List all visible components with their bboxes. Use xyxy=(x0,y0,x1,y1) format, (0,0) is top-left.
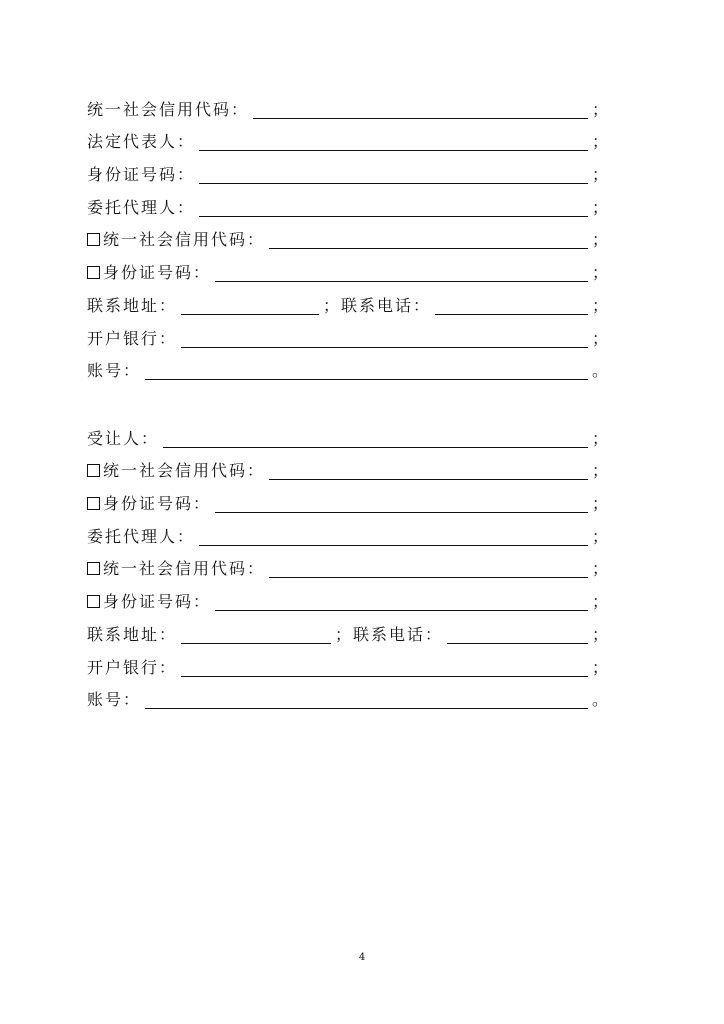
agent-label: 委托代理人： xyxy=(87,526,196,546)
agent-credit-code-option xyxy=(87,556,265,584)
page-number: 4 xyxy=(358,952,366,963)
account-field[interactable] xyxy=(145,357,588,380)
legal-rep-label: 法定代表人： xyxy=(87,132,196,152)
transferor-section xyxy=(87,92,609,386)
semicolon: ； xyxy=(592,99,609,119)
id-number-row xyxy=(87,157,609,190)
address-field[interactable] xyxy=(181,292,319,315)
agent-id-number-label: 身份证号码： xyxy=(103,592,212,612)
agent-credit-code-label: 统一社会信用代码： xyxy=(103,230,266,250)
period: 。 xyxy=(592,361,609,381)
address-label: 联系地址： xyxy=(87,624,178,644)
agent-credit-code-option xyxy=(87,227,265,255)
transferee-section xyxy=(87,421,609,715)
id-number-row xyxy=(87,486,609,519)
agent-credit-code-label: 统一社会信用代码： xyxy=(103,559,266,579)
semicolon: ； xyxy=(592,165,609,185)
legal-rep-field[interactable] xyxy=(199,128,588,151)
checkbox[interactable] xyxy=(87,266,100,279)
semicolon: ； xyxy=(592,295,609,315)
semicolon: ； xyxy=(592,461,609,481)
phone-field[interactable] xyxy=(435,292,588,315)
credit-code-row xyxy=(87,454,609,487)
bank-field[interactable] xyxy=(181,325,588,348)
id-number-field[interactable] xyxy=(199,161,588,184)
credit-code-field[interactable] xyxy=(253,96,588,119)
account-label: 账号： xyxy=(87,361,142,381)
account-field[interactable] xyxy=(145,686,588,709)
id-number-label: 身份证号码： xyxy=(87,165,196,185)
agent-credit-code-field[interactable] xyxy=(269,555,588,578)
semicolon: ； xyxy=(592,263,609,283)
period: 。 xyxy=(592,690,609,710)
agent-id-number-field[interactable] xyxy=(215,259,588,282)
agent-row xyxy=(87,519,609,552)
checkbox[interactable] xyxy=(87,233,100,246)
agent-id-number-option xyxy=(87,589,211,617)
agent-credit-code-row xyxy=(87,552,609,585)
credit-code-label: 统一社会信用代码： xyxy=(87,99,250,119)
transferee-row xyxy=(87,421,609,454)
semicolon: ； xyxy=(592,559,609,579)
agent-label: 委托代理人： xyxy=(87,197,196,217)
credit-code-label: 统一社会信用代码： xyxy=(103,461,266,481)
credit-code-row xyxy=(87,92,609,125)
semicolon: ； xyxy=(592,328,609,348)
transferee-field[interactable] xyxy=(163,425,588,448)
legal-rep-row xyxy=(87,125,609,158)
address-label: 联系地址： xyxy=(87,295,178,315)
account-row xyxy=(87,683,609,716)
semicolon: ； xyxy=(592,592,609,612)
address-field[interactable] xyxy=(181,621,331,644)
agent-id-number-row xyxy=(87,584,609,617)
credit-code-option xyxy=(87,458,265,486)
id-number-option xyxy=(87,491,211,519)
checkbox[interactable] xyxy=(87,562,100,575)
agent-id-number-field[interactable] xyxy=(215,588,588,611)
contact-row xyxy=(87,617,609,650)
semicolon: ； xyxy=(592,428,609,448)
agent-field[interactable] xyxy=(199,194,588,217)
id-number-label: 身份证号码： xyxy=(103,494,212,514)
bank-label: 开户银行： xyxy=(87,328,178,348)
transferee-label: 受让人： xyxy=(87,428,160,448)
semicolon: ； xyxy=(592,494,609,514)
bank-label: 开户银行： xyxy=(87,657,178,677)
semicolon: ； xyxy=(592,230,609,250)
semicolon: ； xyxy=(592,526,609,546)
semicolon: ； xyxy=(592,197,609,217)
bank-row xyxy=(87,321,609,354)
agent-row xyxy=(87,190,609,223)
agent-id-number-label: 身份证号码： xyxy=(103,263,212,283)
credit-code-field[interactable] xyxy=(269,457,588,480)
semicolon: ； xyxy=(592,624,609,644)
bank-row xyxy=(87,650,609,683)
account-row xyxy=(87,354,609,387)
phone-field[interactable] xyxy=(447,621,588,644)
semicolon: ； xyxy=(592,132,609,152)
phone-label: ；联系电话： xyxy=(335,624,444,644)
checkbox[interactable] xyxy=(87,464,100,477)
id-number-field[interactable] xyxy=(215,490,588,513)
agent-id-number-option xyxy=(87,260,211,288)
contact-row xyxy=(87,288,609,321)
agent-credit-code-row xyxy=(87,223,609,256)
checkbox[interactable] xyxy=(87,497,100,510)
agent-credit-code-field[interactable] xyxy=(269,226,588,249)
agent-id-number-row xyxy=(87,255,609,288)
agent-field[interactable] xyxy=(199,523,588,546)
semicolon: ； xyxy=(592,657,609,677)
phone-label: ；联系电话： xyxy=(323,295,432,315)
checkbox[interactable] xyxy=(87,595,100,608)
account-label: 账号： xyxy=(87,690,142,710)
bank-field[interactable] xyxy=(181,654,588,677)
